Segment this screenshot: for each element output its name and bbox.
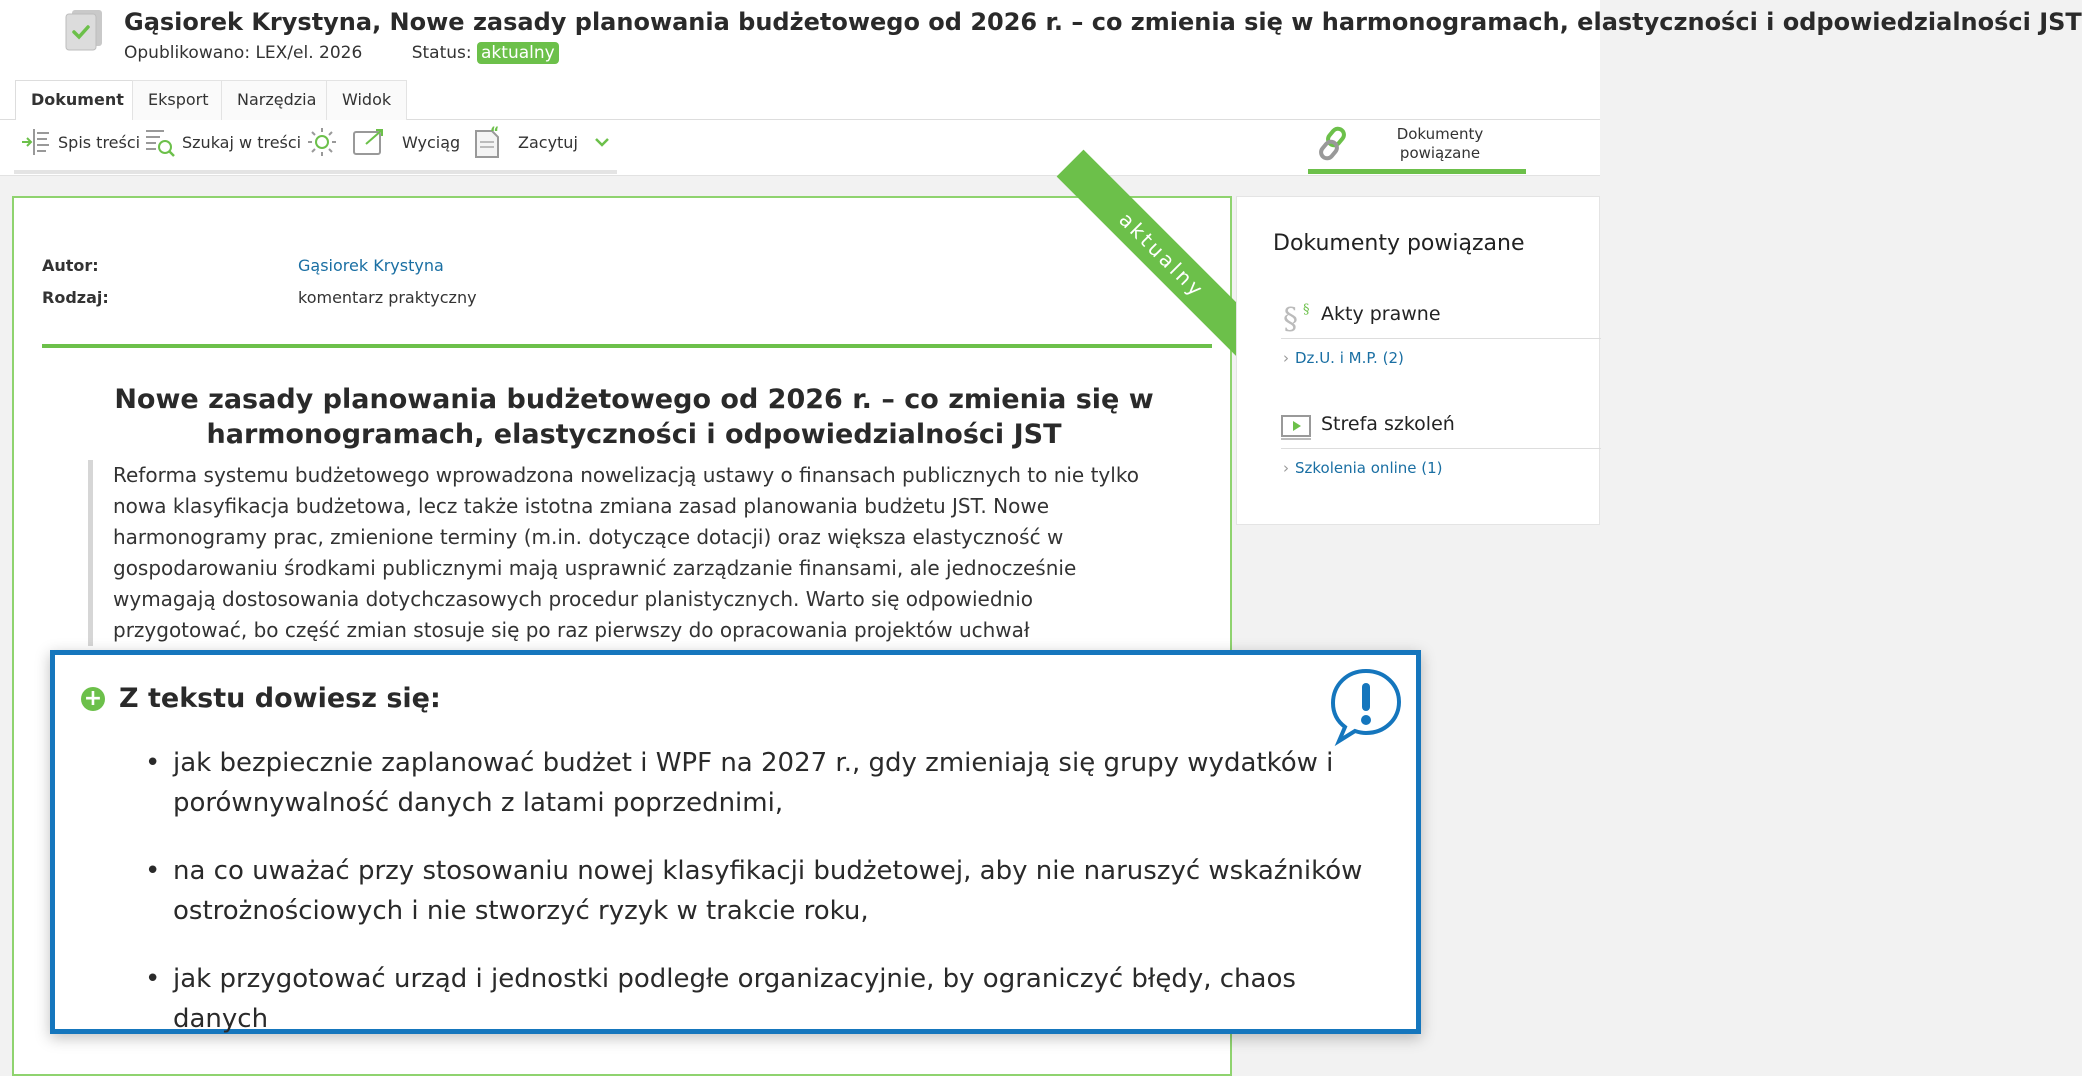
search-in-text-button[interactable] xyxy=(144,122,301,162)
document-meta xyxy=(124,42,559,64)
document-title: Nowe zasady planowania budżetowego od 2026 r. – co zmienia się w harmonogramach, elastyczności i odpowiedzialności JST xyxy=(114,384,1154,450)
type-row xyxy=(42,288,477,307)
tab-widok[interactable]: Widok xyxy=(326,80,407,120)
type-value: komentarz praktyczny xyxy=(298,288,477,307)
section-legal-acts[interactable] xyxy=(1281,295,1601,339)
callout-heading xyxy=(81,683,441,714)
chevron-down-icon[interactable] xyxy=(592,132,612,152)
tab-dokument[interactable]: Dokument xyxy=(15,80,140,121)
status-label: Status: xyxy=(411,43,472,63)
training-label: Strefa szkoleń xyxy=(1321,413,1455,435)
legal-acts-label: Akty prawne xyxy=(1321,303,1441,325)
link-chain-icon xyxy=(1316,126,1350,162)
toolbar-divider xyxy=(14,170,617,174)
quote-icon xyxy=(472,125,506,159)
search-text-icon xyxy=(144,126,176,158)
chevron-right-icon: › xyxy=(1283,459,1289,477)
toc-button[interactable] xyxy=(20,122,140,162)
list-item: • jak przygotować urząd i jednostki podległe organizacyjnie, by ograniczyć błędy, chaos danych xyxy=(145,964,1296,1034)
related-active-indicator xyxy=(1308,169,1526,174)
svg-text:“: “ xyxy=(490,125,500,141)
svg-text:§: § xyxy=(1303,302,1310,317)
lead-paragraph: Reforma systemu budżetowego wprowadzona nowelizacją ustawy o finansach publicznych to nie tylko nowa klasyfikacja budżetowa, lecz także istotna zmiana zasad planowania budżetu JST. Nowe harmonogramy prac, zmienione terminy (m.in. dotyczące dotacji) oraz większa elastyczność w gospodarowaniu środkami publicznymi mają usprawnić zarządzanie finansami, ale jednocześnie wymagają dostosowania dotychczasowych procedur planistycznych. Warto się odpowiednio przygotować, bo część zmian stosuje się po raz pierwszy do opracowania projektów uchwał xyxy=(88,460,1168,646)
paragraph-icon xyxy=(1283,299,1317,335)
toolbar xyxy=(0,120,1600,176)
key-points-list xyxy=(145,743,1373,1067)
document-title-header: Gąsiorek Krystyna, Nowe zasady planowania budżetowego od 2026 r. – co zmienia się w harmonogramach, elastyczności i odpowiedzialności JST xyxy=(124,8,2082,36)
search-in-text-label: Szukaj w treści xyxy=(182,132,302,152)
tab-bar xyxy=(0,78,1600,120)
exclamation-bubble-icon xyxy=(1327,667,1405,745)
related-documents-button[interactable] xyxy=(1308,120,1526,174)
related-documents-sidebar xyxy=(1236,196,1600,525)
status-ribbon: aktualny xyxy=(1057,150,1268,361)
table-of-contents-icon xyxy=(20,126,52,158)
svg-text:§: § xyxy=(1283,302,1298,337)
published-info: Opublikowano: LEX/el. 2026 xyxy=(124,43,363,63)
dzu-link-label: Dz.U. i M.P. (2) xyxy=(1295,349,1404,367)
related-documents-label: Dokumenty powiązane xyxy=(1396,125,1484,162)
toc-label: Spis treści xyxy=(58,132,141,152)
document-check-icon xyxy=(66,10,102,50)
extract-label: Wyciąg xyxy=(402,132,461,152)
tab-eksport[interactable]: Eksport xyxy=(132,80,225,120)
brightness-icon xyxy=(306,126,338,158)
cite-label: Zacytuj xyxy=(518,132,578,152)
status-badge: aktualny xyxy=(477,42,559,64)
header-divider xyxy=(42,344,1212,348)
video-play-icon xyxy=(1281,413,1313,441)
extract-icon xyxy=(352,126,388,158)
tab-narzedzia[interactable]: Narzędzia xyxy=(221,80,332,120)
author-link[interactable]: Gąsiorek Krystyna xyxy=(298,256,444,275)
highlight-button[interactable] xyxy=(306,122,338,162)
plus-circle-icon: + xyxy=(81,687,105,711)
author-row xyxy=(42,256,444,275)
extract-button[interactable] xyxy=(352,122,460,162)
online-training-link-label: Szkolenia online (1) xyxy=(1295,459,1443,477)
list-item: • na co uważać przy stosowaniu nowej klasyfikacji budżetowej, aby nie naruszyć wskaźników ostrożnościowych i nie stworzyć ryzyk w trakcie roku, xyxy=(145,856,1363,926)
sidebar-link-online-training[interactable] xyxy=(1283,459,1443,477)
type-label: Rodzaj: xyxy=(42,288,109,307)
sidebar-link-dzu[interactable] xyxy=(1283,349,1404,367)
chevron-right-icon: › xyxy=(1283,349,1289,367)
list-item: • jak bezpiecznie zaplanować budżet i WPF na 2027 r., gdy zmieniają się grupy wydatków i porównywalność danych z latami poprzednimi, xyxy=(145,748,1334,818)
cite-button[interactable] xyxy=(472,122,612,162)
author-label: Autor: xyxy=(42,256,99,275)
section-training[interactable] xyxy=(1281,405,1601,449)
sidebar-title: Dokumenty powiązane xyxy=(1273,231,1525,256)
callout-heading-text: Z tekstu dowiesz się: xyxy=(119,683,441,714)
document-header xyxy=(0,0,2082,78)
key-points-callout xyxy=(50,650,1421,1034)
